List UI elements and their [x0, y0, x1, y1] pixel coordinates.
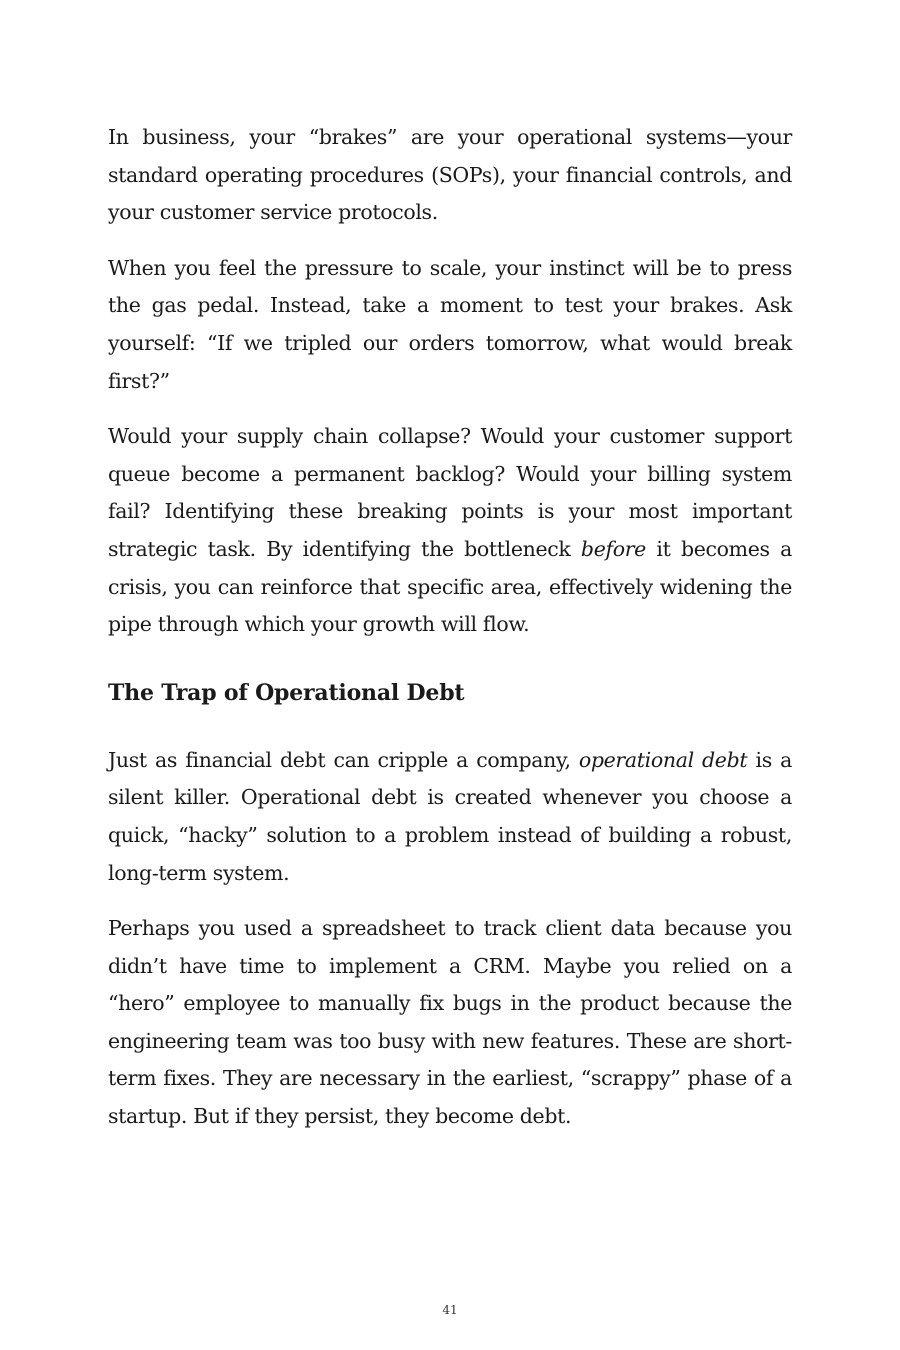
body-section-after-heading — [108, 742, 792, 1136]
page-number: 41 — [442, 1303, 458, 1317]
document-page — [108, 119, 792, 1154]
italic-text: before — [580, 536, 646, 561]
body-paragraph — [108, 119, 792, 232]
paragraph-text: Perhaps you used a spreadsheet to track client data because you didn’t have time to implement a CRM. Maybe you relied on a “hero” employee to manually fix bugs in the product because the engineering team was too busy with new features. These are short-term fixes. They are necessary in the earliest, “scrappy” phase of a startup. But if they persist, they become debt. — [108, 916, 792, 1129]
paragraph-text: is a silent killer. Operational debt is created whenever you choose a quick, “hacky” solution to a problem instead of building a robust, long-term system. — [108, 747, 792, 885]
body-paragraph — [108, 910, 792, 1136]
paragraph-text: Just as financial debt can cripple a company, — [108, 747, 579, 772]
paragraph-text: When you feel the pressure to scale, your instinct will be to press the gas pedal. Instead, take a moment to test your brakes. Ask yourself: “If we tripled our orders tomorrow, what would break first?” — [108, 255, 792, 393]
italic-text: operational debt — [578, 747, 748, 772]
paragraph-text: Would your supply chain collapse? Would your customer support queue become a permanent backlog? Would your billing system fail? Identifying these breaking points is your most important strategic task. By identifying the bottleneck — [108, 424, 792, 561]
section-heading: The Trap of Operational Debt — [108, 679, 465, 706]
body-paragraph — [108, 250, 792, 400]
body-paragraph — [108, 418, 792, 644]
paragraph-text: In business, your “brakes” are your operational systems—your standard operating procedures (SOPs), your financial controls, and your customer service protocols. — [108, 125, 792, 225]
paragraph-text: it becomes a crisis, you can reinforce that specific area, effectively widening the pipe through which your growth will flow. — [108, 536, 792, 637]
body-paragraph — [108, 742, 792, 892]
body-section-before-heading — [108, 119, 792, 644]
